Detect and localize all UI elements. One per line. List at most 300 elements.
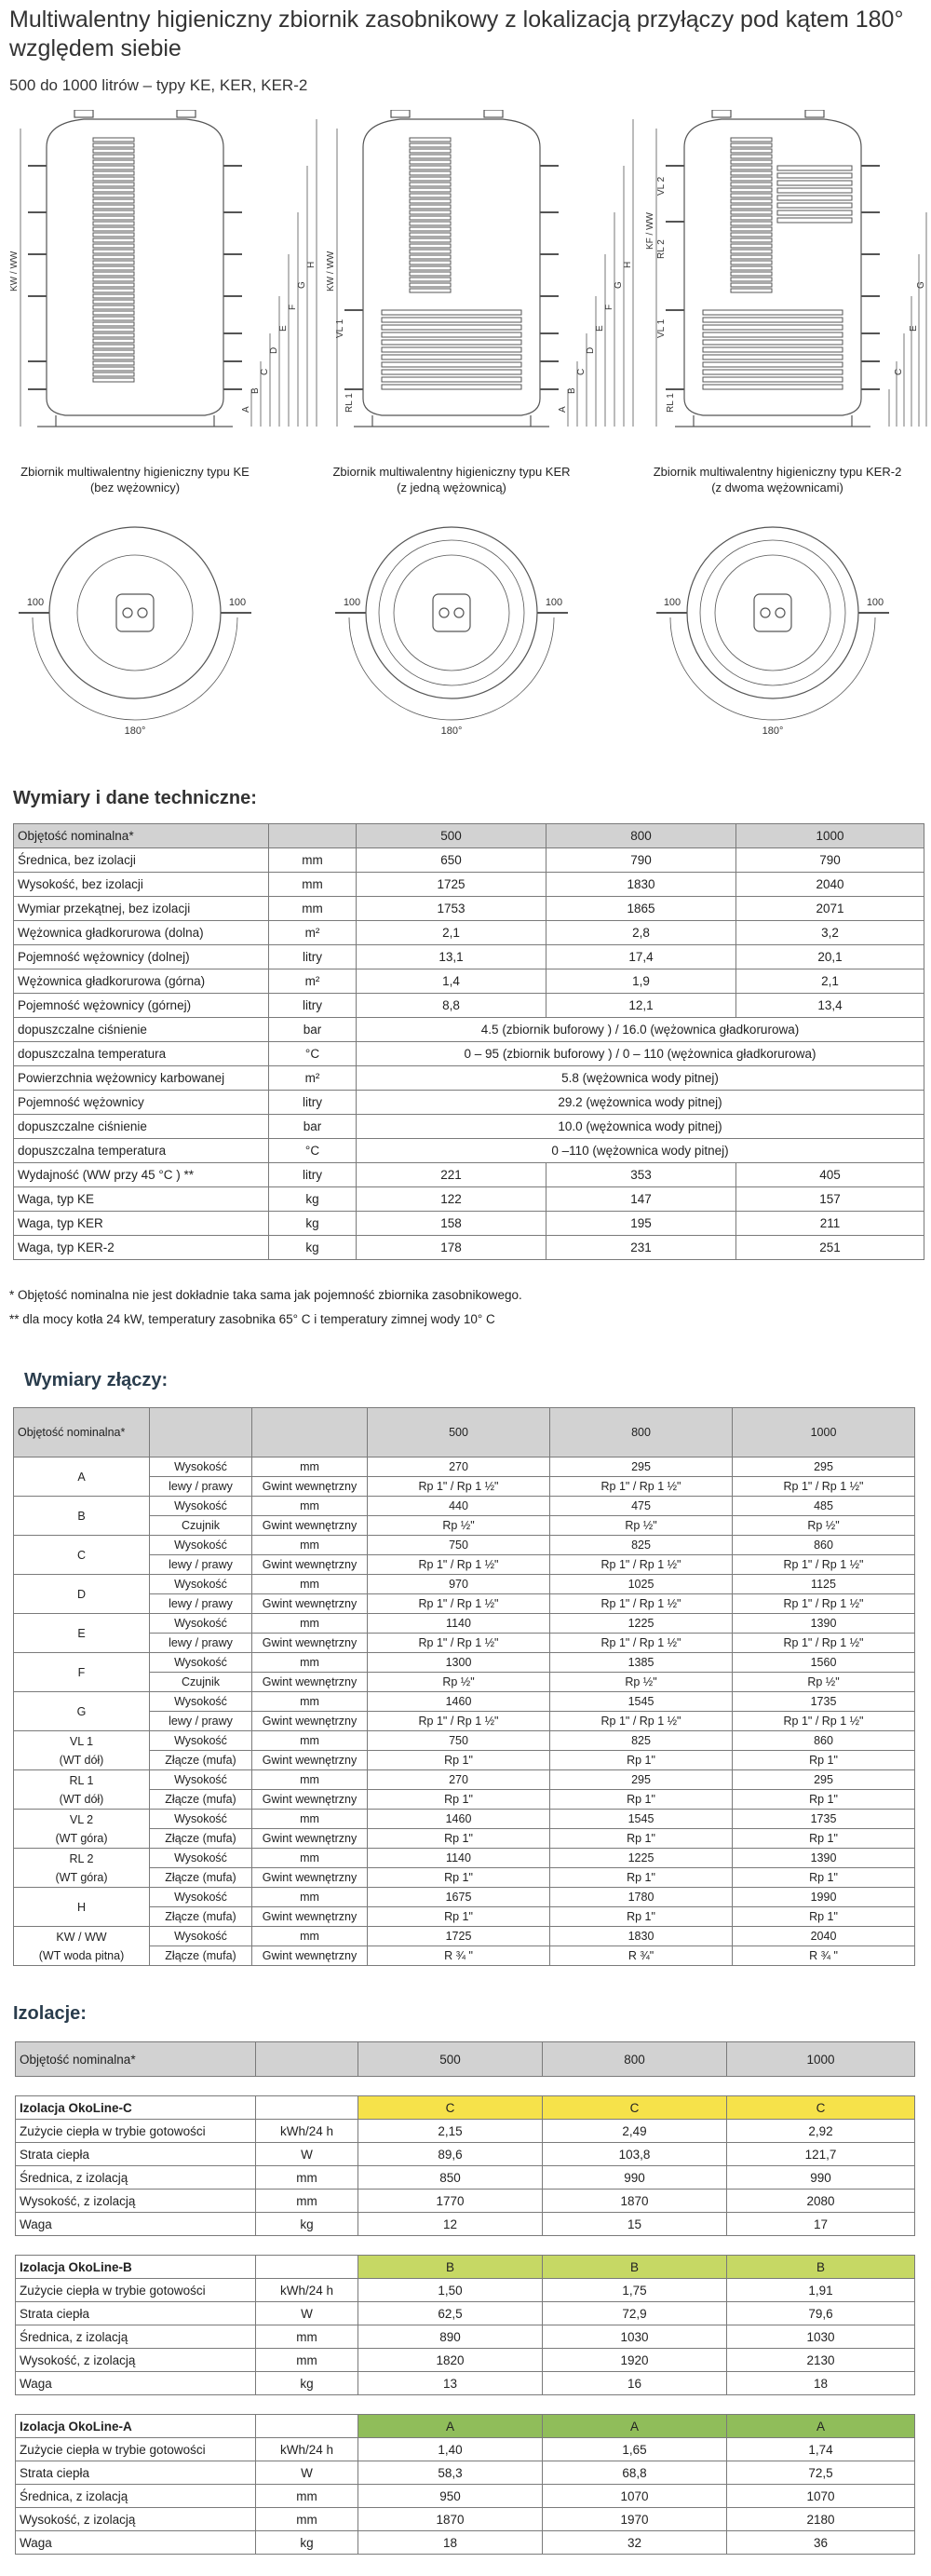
connection-label xyxy=(14,1614,150,1653)
table-cell: 1780 xyxy=(550,1888,733,1907)
group-gap xyxy=(16,2077,915,2096)
table-cell: Wysokość xyxy=(150,1653,252,1673)
table-row xyxy=(14,969,924,994)
connection-label-line: E xyxy=(77,1626,86,1640)
table-cell: Rp 1" / Rp 1 ½" xyxy=(550,1477,733,1497)
table-cell: 2040 xyxy=(736,873,924,897)
table-cell: 353 xyxy=(546,1163,736,1187)
table-cell: R ¾ " xyxy=(368,1946,550,1966)
table-row xyxy=(16,2461,915,2485)
table-cell: Rp 1" xyxy=(733,1907,915,1927)
table-cell: 860 xyxy=(733,1536,915,1555)
table-cell: 16 xyxy=(543,2372,727,2395)
table-cell: litry xyxy=(269,1163,357,1187)
connection-label xyxy=(14,1692,150,1731)
table-cell: 0 – 95 (zbiornik buforowy ) / 0 – 110 (wężownica gładkorurowa) xyxy=(357,1042,924,1066)
table-row xyxy=(14,1555,915,1575)
insulation-code: A xyxy=(358,2415,543,2438)
table-cell: mm xyxy=(252,1457,368,1477)
table-cell: 1,75 xyxy=(543,2279,727,2302)
insulation-code: C xyxy=(727,2096,915,2120)
table-cell: mm xyxy=(252,1927,368,1946)
table-cell: 1390 xyxy=(733,1614,915,1634)
table-cell: 2040 xyxy=(733,1927,915,1946)
table-cell: W xyxy=(256,2302,358,2325)
insulation-code: C xyxy=(358,2096,543,2120)
table-cell: 475 xyxy=(550,1497,733,1516)
table-cell: lewy / prawy xyxy=(150,1477,252,1497)
table-cell: Wysokość xyxy=(150,1888,252,1907)
table-row xyxy=(16,2279,915,2302)
table-cell: mm xyxy=(256,2190,358,2213)
table-cell: 158 xyxy=(357,1212,546,1236)
tank-ker2-drawing xyxy=(656,110,926,427)
header-cell: 1000 xyxy=(733,1408,915,1457)
table-cell: bar xyxy=(269,1018,357,1042)
table-cell: 18 xyxy=(358,2531,543,2555)
table-cell: 950 xyxy=(358,2485,543,2508)
dim-letter: E xyxy=(909,325,919,332)
table-cell: 29.2 (wężownica wody pitnej) xyxy=(357,1091,924,1115)
table-cell: 1140 xyxy=(368,1849,550,1868)
table-cell: Rp 1" / Rp 1 ½" xyxy=(550,1555,733,1575)
table-row xyxy=(14,1115,924,1139)
table-cell: 221 xyxy=(357,1163,546,1187)
table-cell: mm xyxy=(252,1653,368,1673)
table-cell: 440 xyxy=(368,1497,550,1516)
table-row xyxy=(16,2438,915,2461)
dim-letter: A xyxy=(241,406,251,413)
table-cell: 89,6 xyxy=(358,2143,543,2166)
header-cell: 500 xyxy=(368,1408,550,1457)
page-subtitle: 500 do 1000 litrów – typy KE, KER, KER-2 xyxy=(9,76,308,94)
connection-label-line: (WT dół) xyxy=(59,1792,104,1806)
table-row xyxy=(16,2485,915,2508)
table-cell: mm xyxy=(252,1575,368,1594)
table-cell: 1990 xyxy=(733,1888,915,1907)
table-cell: Złącze (mufa) xyxy=(150,1946,252,1966)
connection-label-line: D xyxy=(76,1587,87,1601)
table-cell: 1770 xyxy=(358,2190,543,2213)
table-cell: 1870 xyxy=(358,2508,543,2531)
table-cell xyxy=(256,2415,358,2438)
connection-label-line: RL 2 xyxy=(69,1851,94,1865)
table-row xyxy=(14,1516,915,1536)
table-cell: mm xyxy=(252,1810,368,1829)
table-cell: 18 xyxy=(727,2372,915,2395)
table-cell: 2,92 xyxy=(727,2120,915,2143)
offset-label: 100 xyxy=(866,597,884,608)
table-cell: Gwint wewnętrzny xyxy=(252,1907,368,1927)
table-cell: Rp 1" / Rp 1 ½" xyxy=(733,1634,915,1653)
table-cell: Rp 1" xyxy=(550,1829,733,1849)
table-cell: 1865 xyxy=(546,897,736,921)
table-cell: Rp 1" xyxy=(733,1829,915,1849)
caption-ker: Zbiornik multiwalentny higieniczny typu KER (z jedną wężownicą) xyxy=(332,465,571,495)
table-cell: Rp ½" xyxy=(368,1516,550,1536)
table-cell: Wysokość xyxy=(150,1614,252,1634)
table-row xyxy=(16,2349,915,2372)
table-cell: Waga, typ KER-2 xyxy=(14,1236,269,1260)
table-row xyxy=(14,1946,915,1966)
table-cell xyxy=(256,2096,358,2120)
table-cell: mm xyxy=(256,2325,358,2349)
table-cell: 4.5 (zbiornik buforowy ) / 16.0 (wężownica gładkorurowa) xyxy=(357,1018,924,1042)
table-cell: Rp 1" xyxy=(550,1751,733,1770)
table-cell: mm xyxy=(252,1614,368,1634)
table-row xyxy=(16,2325,915,2349)
table-cell: 270 xyxy=(368,1457,550,1477)
table-row xyxy=(14,1810,915,1829)
insulation-code: B xyxy=(543,2256,727,2279)
table-cell: W xyxy=(256,2461,358,2485)
caption-ker2: Zbiornik multiwalentny higieniczny typu KER-2 (z dwoma wężownicami) xyxy=(653,465,902,495)
table-cell: Rp 1" / Rp 1 ½" xyxy=(368,1594,550,1614)
table-cell: kg xyxy=(256,2531,358,2555)
table-cell: 2180 xyxy=(727,2508,915,2531)
table-cell: Gwint wewnętrzny xyxy=(252,1946,368,1966)
connection-label xyxy=(14,1927,150,1966)
table-cell: Rp ½" xyxy=(733,1516,915,1536)
header-cell: 500 xyxy=(357,824,546,848)
table-cell: Rp 1" / Rp 1 ½" xyxy=(368,1555,550,1575)
dim-letter: A xyxy=(558,406,568,413)
table-cell: R ¾ " xyxy=(733,1946,915,1966)
dim-letter: F xyxy=(288,304,298,310)
connection-label xyxy=(14,1497,150,1536)
table-cell: 270 xyxy=(368,1770,550,1790)
table-cell: 1920 xyxy=(543,2349,727,2372)
table-row xyxy=(14,1163,924,1187)
table-cell: 1030 xyxy=(543,2325,727,2349)
table-row xyxy=(16,2508,915,2531)
table-row xyxy=(16,2143,915,2166)
dim-letter: D xyxy=(269,346,279,354)
table-header-row xyxy=(14,1408,915,1457)
table-cell: Rp 1" xyxy=(733,1868,915,1888)
table-cell: 295 xyxy=(733,1770,915,1790)
table-cell: Zużycie ciepła w trybie gotowości xyxy=(16,2120,256,2143)
table-cell: 790 xyxy=(736,848,924,873)
table-row xyxy=(14,1139,924,1163)
table-cell: Rp ½" xyxy=(550,1516,733,1536)
table-cell: 1,40 xyxy=(358,2438,543,2461)
table-cell: Złącze (mufa) xyxy=(150,1790,252,1810)
table-cell: 12 xyxy=(358,2213,543,2236)
table-cell: 1725 xyxy=(357,873,546,897)
table-cell: Wężownica gładkorurowa (górna) xyxy=(14,969,269,994)
caption-ke: Zbiornik multiwalentny higieniczny typu KE (bez wężownicy) xyxy=(20,465,250,495)
table-cell: 1870 xyxy=(543,2190,727,2213)
insulation-code: B xyxy=(727,2256,915,2279)
table-row xyxy=(14,1692,915,1712)
top-view-ker2 xyxy=(656,527,889,720)
dim-label-vl2: VL 2 xyxy=(656,176,667,196)
table-cell: 1735 xyxy=(733,1810,915,1829)
offset-label: 100 xyxy=(26,597,45,608)
connection-label-line: KW / WW xyxy=(56,1930,107,1944)
table-cell: 2080 xyxy=(727,2190,915,2213)
connection-label-line: F xyxy=(77,1665,86,1679)
table-cell: Gwint wewnętrzny xyxy=(252,1712,368,1731)
table-cell: Rp 1" / Rp 1 ½" xyxy=(368,1712,550,1731)
table-cell: Rp 1" / Rp 1 ½" xyxy=(733,1712,915,1731)
table-cell: Waga xyxy=(16,2531,256,2555)
table-cell: bar xyxy=(269,1115,357,1139)
table-cell: Pojemność wężownicy (górnej) xyxy=(14,994,269,1018)
table-header-row xyxy=(16,2042,915,2077)
table-cell: Wysokość xyxy=(150,1810,252,1829)
table-cell: 990 xyxy=(543,2166,727,2190)
table-cell: Wysokość, z izolacją xyxy=(16,2190,256,2213)
table-cell: mm xyxy=(256,2166,358,2190)
table-cell: Wysokość xyxy=(150,1927,252,1946)
connection-label-line: VL 1 xyxy=(69,1734,94,1748)
table-cell: Rp 1" xyxy=(550,1907,733,1927)
table-cell: Gwint wewnętrzny xyxy=(252,1477,368,1497)
table-cell: 1225 xyxy=(550,1614,733,1634)
insulation-code: C xyxy=(543,2096,727,2120)
table-cell: 103,8 xyxy=(543,2143,727,2166)
insulation-table xyxy=(15,2041,915,2555)
table-cell: mm xyxy=(252,1692,368,1712)
table-row xyxy=(14,1751,915,1770)
table-row xyxy=(14,1536,915,1555)
table-cell: Rp 1" / Rp 1 ½" xyxy=(733,1594,915,1614)
table-cell: 970 xyxy=(368,1575,550,1594)
table-cell: 1,9 xyxy=(546,969,736,994)
table-cell: Średnica, z izolacją xyxy=(16,2485,256,2508)
table-cell: 12,1 xyxy=(546,994,736,1018)
table-header-row xyxy=(14,824,924,848)
table-cell: Rp 1" xyxy=(550,1790,733,1810)
dim-letter: E xyxy=(595,325,605,332)
table-cell: Rp 1" xyxy=(368,1907,550,1927)
table-cell: Gwint wewnętrzny xyxy=(252,1751,368,1770)
table-cell: 860 xyxy=(733,1731,915,1751)
dim-letter: G xyxy=(916,281,926,289)
table-cell: Wymiar przekątnej, bez izolacji xyxy=(14,897,269,921)
table-cell: 850 xyxy=(358,2166,543,2190)
connection-label-line: (WT góra) xyxy=(55,1831,108,1845)
table-cell: 1,4 xyxy=(357,969,546,994)
table-cell: Waga xyxy=(16,2213,256,2236)
table-cell: Wysokość xyxy=(150,1849,252,1868)
table-cell: 1300 xyxy=(368,1653,550,1673)
table-cell: 13,4 xyxy=(736,994,924,1018)
table-cell: m² xyxy=(269,969,357,994)
table-row xyxy=(14,1673,915,1692)
table-cell: Wysokość xyxy=(150,1536,252,1555)
connection-label-line: H xyxy=(76,1900,87,1914)
insulation-code: A xyxy=(727,2415,915,2438)
table-cell: Pojemność wężownicy xyxy=(14,1091,269,1115)
table-cell: 1070 xyxy=(727,2485,915,2508)
table-cell: 1830 xyxy=(550,1927,733,1946)
offset-label: 100 xyxy=(545,597,563,608)
insulation-table-body xyxy=(16,2042,915,2555)
dim-letter: C xyxy=(576,368,587,375)
table-cell: 295 xyxy=(550,1457,733,1477)
table-cell: 1725 xyxy=(368,1927,550,1946)
table-cell: 147 xyxy=(546,1187,736,1212)
header-cell: 800 xyxy=(550,1408,733,1457)
table-cell: Wysokość xyxy=(150,1457,252,1477)
insulation-name: Izolacja OkoLine-A xyxy=(16,2415,256,2438)
table-row xyxy=(14,1790,915,1810)
dim-label-kwww-1: KW / WW xyxy=(9,251,20,291)
tank-ker-drawing xyxy=(337,110,633,427)
offset-label: 100 xyxy=(228,597,247,608)
table-cell: Wysokość xyxy=(150,1575,252,1594)
table-cell: mm xyxy=(252,1770,368,1790)
insulation-group-row xyxy=(16,2415,915,2438)
header-cell: 500 xyxy=(358,2042,543,2077)
table-cell: lewy / prawy xyxy=(150,1634,252,1653)
table-cell: Czujnik xyxy=(150,1673,252,1692)
table-cell: 1390 xyxy=(733,1849,915,1868)
table-cell: 68,8 xyxy=(543,2461,727,2485)
table-row xyxy=(16,2166,915,2190)
header-cell xyxy=(256,2042,358,2077)
connection-label xyxy=(14,1888,150,1927)
table-row xyxy=(14,1018,924,1042)
table-cell: mm xyxy=(269,873,357,897)
table-cell: Rp ½" xyxy=(733,1673,915,1692)
table-cell: mm xyxy=(252,1536,368,1555)
table-cell: Rp 1" xyxy=(368,1868,550,1888)
table-cell: 1830 xyxy=(546,873,736,897)
table-cell: Gwint wewnętrzny xyxy=(252,1634,368,1653)
table-cell: 1545 xyxy=(550,1692,733,1712)
table-cell: Wężownica gładkorurowa (dolna) xyxy=(14,921,269,945)
connection-label-line: (WT woda pitna) xyxy=(38,1948,125,1962)
table-cell: 2130 xyxy=(727,2349,915,2372)
offset-label: 100 xyxy=(663,597,681,608)
table-cell: 295 xyxy=(550,1770,733,1790)
table-cell: Wysokość xyxy=(150,1731,252,1751)
header-cell: Objętość nominalna* xyxy=(14,1408,150,1457)
table-cell: Waga xyxy=(16,2372,256,2395)
table-cell: Złącze (mufa) xyxy=(150,1868,252,1888)
tech-heading: Wymiary i dane techniczne: xyxy=(13,788,257,808)
connection-label xyxy=(14,1457,150,1497)
insulation-code: A xyxy=(543,2415,727,2438)
table-row xyxy=(14,848,924,873)
table-cell: Rp 1" xyxy=(733,1751,915,1770)
offset-label: 100 xyxy=(343,597,361,608)
table-cell: 2,15 xyxy=(358,2120,543,2143)
table-cell: kg xyxy=(256,2372,358,2395)
table-cell: kg xyxy=(269,1187,357,1212)
table-row xyxy=(14,873,924,897)
table-cell: 1125 xyxy=(733,1575,915,1594)
connections-heading: Wymiary złączy: xyxy=(24,1370,169,1390)
table-cell: 2,1 xyxy=(736,969,924,994)
table-cell: Strata ciepła xyxy=(16,2302,256,2325)
table-cell: kg xyxy=(256,2213,358,2236)
connection-label-line: C xyxy=(76,1548,87,1562)
table-cell: Gwint wewnętrzny xyxy=(252,1594,368,1614)
angle-label: 180° xyxy=(124,725,146,737)
table-cell: dopuszczalna temperatura xyxy=(14,1042,269,1066)
table-cell: Rp 1" xyxy=(368,1790,550,1810)
insulation-heading: Izolacje: xyxy=(13,2003,87,2024)
table-row xyxy=(14,1066,924,1091)
table-cell: 72,9 xyxy=(543,2302,727,2325)
table-cell: Gwint wewnętrzny xyxy=(252,1516,368,1536)
dim-letter: G xyxy=(297,281,307,289)
table-cell: mm xyxy=(252,1849,368,1868)
table-row xyxy=(16,2190,915,2213)
table-cell: 15 xyxy=(543,2213,727,2236)
table-cell: mm xyxy=(269,897,357,921)
table-cell: 405 xyxy=(736,1163,924,1187)
table-cell: 1140 xyxy=(368,1614,550,1634)
table-cell: 17,4 xyxy=(546,945,736,969)
table-cell: Wysokość xyxy=(150,1497,252,1516)
header-cell: 800 xyxy=(546,824,736,848)
dim-letter: H xyxy=(623,261,633,268)
table-cell: mm xyxy=(256,2485,358,2508)
table-cell: Powierzchnia wężownicy karbowanej xyxy=(14,1066,269,1091)
table-cell: litry xyxy=(269,994,357,1018)
table-cell: Wysokość, bez izolacji xyxy=(14,873,269,897)
table-cell: Rp 1" xyxy=(368,1751,550,1770)
table-cell: Rp 1" / Rp 1 ½" xyxy=(368,1634,550,1653)
dim-letter: H xyxy=(306,261,317,268)
dim-letter: C xyxy=(260,368,270,375)
table-cell: dopuszczalne ciśnienie xyxy=(14,1115,269,1139)
table-cell: Rp ½" xyxy=(368,1673,550,1692)
table-cell: m² xyxy=(269,1066,357,1091)
table-cell: Średnica, z izolacją xyxy=(16,2166,256,2190)
table-cell: 1560 xyxy=(733,1653,915,1673)
table-cell: litry xyxy=(269,1091,357,1115)
table-cell: Rp 1" / Rp 1 ½" xyxy=(550,1594,733,1614)
table-row xyxy=(16,2302,915,2325)
table-cell: 72,5 xyxy=(727,2461,915,2485)
table-cell: 1385 xyxy=(550,1653,733,1673)
table-cell: 1460 xyxy=(368,1810,550,1829)
dim-letter: D xyxy=(586,346,596,354)
dim-label-kfww: KF / WW xyxy=(645,212,655,250)
table-cell: Rp 1" / Rp 1 ½" xyxy=(368,1477,550,1497)
table-cell: 195 xyxy=(546,1212,736,1236)
table-cell: 750 xyxy=(368,1731,550,1751)
connection-label xyxy=(14,1575,150,1614)
table-row xyxy=(16,2120,915,2143)
table-cell: 13,1 xyxy=(357,945,546,969)
insulation-name: Izolacja OkoLine-C xyxy=(16,2096,256,2120)
table-row xyxy=(14,1236,924,1260)
dim-letter: B xyxy=(567,387,577,394)
table-cell: Gwint wewnętrzny xyxy=(252,1868,368,1888)
table-cell: 485 xyxy=(733,1497,915,1516)
table-cell: mm xyxy=(252,1731,368,1751)
table-row xyxy=(16,2531,915,2555)
tech-table-body xyxy=(14,824,924,1260)
table-cell: mm xyxy=(256,2508,358,2531)
table-row xyxy=(14,1212,924,1236)
table-cell: Średnica, z izolacją xyxy=(16,2325,256,2349)
table-row xyxy=(14,1575,915,1594)
table-cell: mm xyxy=(252,1888,368,1907)
table-row xyxy=(14,1477,915,1497)
header-cell xyxy=(269,824,357,848)
connection-label xyxy=(14,1810,150,1849)
table-cell: Wysokość, z izolacją xyxy=(16,2349,256,2372)
